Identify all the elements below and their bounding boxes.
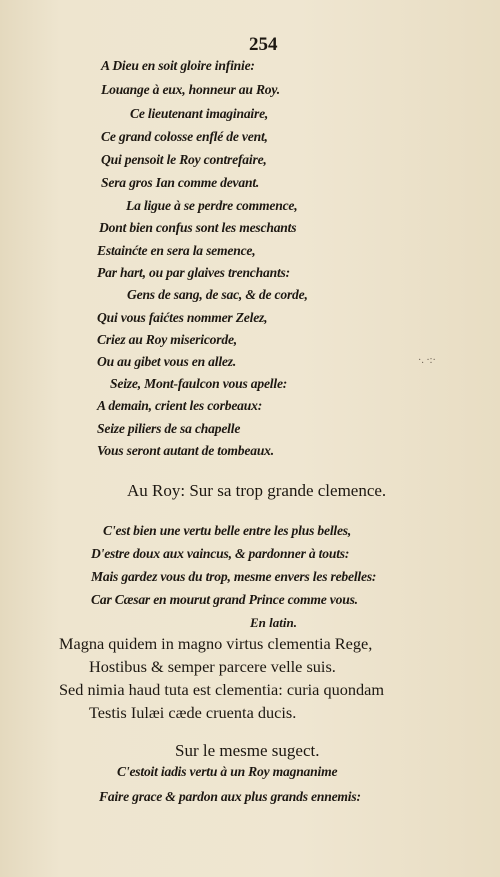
verse-line: Faire grace & pardon aux plus grands ennemis: — [99, 789, 361, 804]
verse-line: Sera gros Ian comme devant. — [101, 175, 260, 190]
verse-line: Ou au gibet vous en allez. — [97, 354, 237, 369]
verse-line: Seize, Mont-faulcon vous apelle: — [110, 376, 288, 391]
verse-line: Car Cæsar en mourut grand Prince comme vous. — [91, 592, 358, 607]
verse-line: Qui vous faićtes nommer Zelez, — [97, 310, 268, 325]
verse-line: Ce lieutenant imaginaire, — [130, 106, 269, 121]
verse-line: Louange à eux, honneur au Roy. — [101, 82, 280, 97]
latin-label: En latin. — [250, 615, 297, 630]
latin-line: Magna quidem in magno virtus clementia Rege, — [59, 634, 373, 653]
margin-mark: ·. ·:· — [418, 355, 436, 366]
verse-line: Qui pensoit le Roy contrefaire, — [101, 152, 267, 167]
page-number: 254 — [249, 34, 278, 55]
verse-line: C'estoit iadis vertu à un Roy magnanime — [117, 764, 338, 779]
verse-line: Mais gardez vous du trop, mesme envers les rebelles: — [91, 569, 377, 584]
latin-line: Sed nimia haud tuta est clementia: curia quondam — [59, 680, 385, 699]
verse-line: C'est bien une vertu belle entre les plus belles, — [103, 523, 352, 538]
verse-line: A demain, crient les corbeaux: — [97, 398, 263, 413]
verse-line: Seize piliers de sa chapelle — [97, 421, 241, 436]
verse-line: Estainćte en sera la semence, — [97, 243, 256, 258]
verse-line: Par hart, ou par glaives trenchants: — [97, 265, 290, 280]
verse-line: D'estre doux aux vaincus, & pardonner à touts: — [91, 546, 350, 561]
verse-line: Vous seront autant de tombeaux. — [97, 443, 274, 458]
verse-line: Dont bien confus sont les meschants — [99, 220, 297, 235]
latin-line: Testis Iulæi cæde cruenta ducis. — [89, 703, 297, 722]
section-heading: Sur le mesme sugect. — [175, 741, 320, 760]
section-heading: Au Roy: Sur sa trop grande clemence. — [127, 481, 387, 500]
verse-line: A Dieu en soit gloire infinie: — [101, 58, 255, 73]
latin-line: Hostibus & semper parcere velle suis. — [89, 657, 336, 676]
verse-line: Criez au Roy misericorde, — [97, 332, 237, 347]
verse-line: La ligue à se perdre commence, — [126, 198, 298, 213]
verse-line: Ce grand colosse enflé de vent, — [101, 129, 268, 144]
verse-line: Gens de sang, de sac, & de corde, — [127, 287, 308, 302]
